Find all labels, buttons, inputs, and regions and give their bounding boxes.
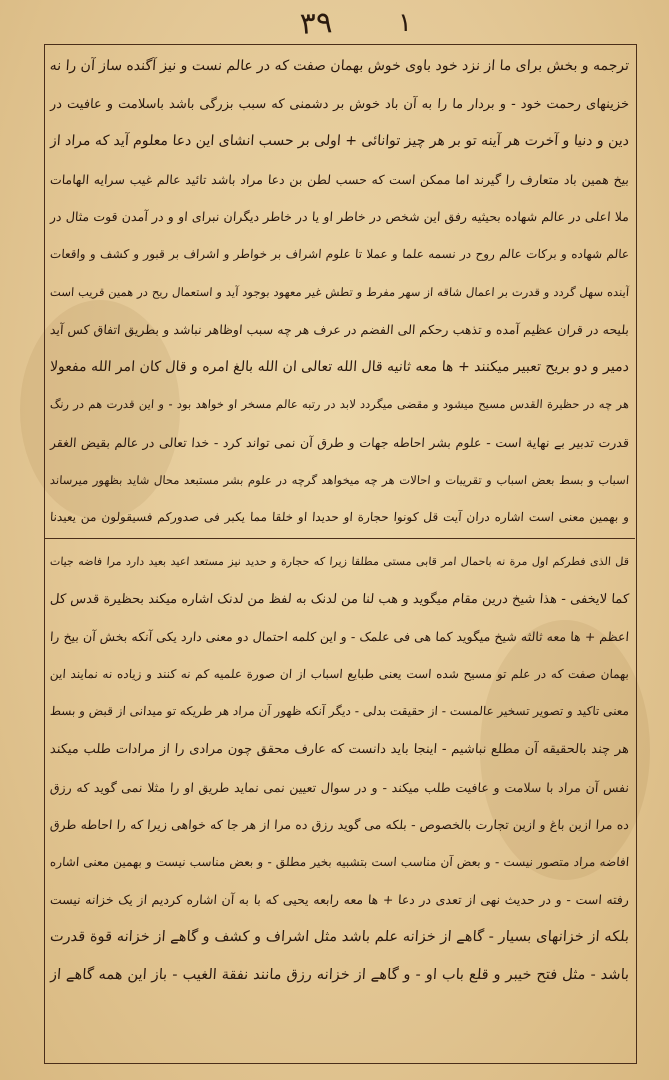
section-divider (44, 538, 635, 539)
page-number: ۳۹ (299, 5, 334, 42)
text-line: بلکه از خزانهای بسیار - گاهے از خزانه علم باشد مثل اشراف و کشف و گاهے از خزانه قوة قدرت (49, 928, 630, 945)
text-line: بهمان صفت که در علم تو مسیح شده است یعنی طبایع اسباب از ان صورة علمیه کم نه کنند و زیاده نه نمایند این (49, 666, 630, 681)
text-line: ملا اعلی در عالم شهاده بحیثیه رفق این شخص در خاطر او یا در خاطر دیگران نبرای او و در آمدن قوت مثال در (49, 209, 630, 225)
text-line: عالم شهاده و برکات عالم روح در نسمه علما و عملا تا علوم اشراف بر خواطر و اشراف بر قبور و کشف و واقعات (49, 246, 630, 261)
text-line: معنی تاکید و تصویر تسخیر عالمست - از حقیقت بدلی - دیگر آنکه ظهور آن مراد هر طریکه تو میدانی از قبض و بسط (49, 704, 630, 719)
text-line: اعظم + ها معه ثالثه شیخ میگوید کما هی فی علمک - و این کلمه احتمال دو معنی دارد یکی آنکه بخش آن بیخ را (49, 629, 630, 645)
text-line: باشد - مثل فتح خیبر و قلع باب او - و گاهے از خزانه رزق مانند نفقة الغیب - باز این همه گاهے از (49, 966, 630, 983)
text-line: و بهمین معنی است اشاره دران آیت قل کونوا حجارة او حدیدا او خلقا مما یکبر فی صدورکم فسیقولون من یعیدنا (49, 510, 630, 525)
text-line: کما لایخفی - هذا شیخ درین مقام میگوید و هب لنا من لدنک به لفظ من لدنک اشاره میکند بحظیرة قدس کل (49, 591, 630, 607)
text-line: بلیحه در قران عظیم آمده و تذهب رحکم الی الفضم در عرف هر چه سبب اوظاهر نباشد و بطریق اتفاق کس آید (49, 322, 630, 338)
text-line: خزینهای رحمت خود - و بردار ما را به آن باد خوش بر دشمنی که سبب بزرگی باشد باسلامت و عافیت در (49, 96, 630, 112)
text-line: قدرت تدبیر بے نهایة است - علوم بشر احاطه جهات و طرق آن نمی تواند کرد - خدا تعالی در عالم بقیض الغقر (49, 434, 630, 450)
top-text-block (50, 48, 629, 537)
text-line: نفس آن مراد با سلامت و عافیت طلب میکند - و در سوال تعیین نمی نماید طریق او را مثلا نمی گوید که رزق (49, 779, 630, 795)
text-line: آینده سهل گردد و قدرت بر اعمال شاقه از سهر مفرط و تطش غیر معهود بوجود آید و استعمال ریح در همین قریب است (49, 284, 630, 299)
text-line: رفته است - و در حدیث نهی از تعدی در دعا + ها معه رابعه یحیی که با به آن اشاره کردیم از یک خزانه نیست (49, 892, 630, 908)
text-line: دین و دنیا و آخرت هر آینه تو بر هر چیز توانائی + اولی بر حسب انشای این دعا معلوم آید که مراد از (49, 133, 630, 150)
text-line: ده مرا ازین باغ و ازین تجارت بالخصوص - بلکه می گوید رزق ده مرا از هر جا که خواهی زیرا که را احاطه طرق (49, 817, 630, 833)
text-line: بیخ همین باد متعارف را گیرند اما ممکن است که حسب لطن بن دعا مراد باشد تائید عالم غیب سرایه الهامات (49, 171, 630, 187)
corner-mark: ۱ (398, 8, 412, 38)
bottom-text-block (50, 543, 629, 994)
text-line: افاضه مراد متصور نیست - و بعض آن مناسب است بتشبیه بخیر مطلق - و بعض مناسب نیست و بهمین معنی اشاره (49, 854, 630, 869)
text-line: اسباب و بسط بعض اسباب و تقریبات و احالات هر چه میخواهد گرچه در علوم بشر مستبعد محال شاید بظهور میرساند (49, 472, 630, 487)
text-line: هر چه در حظیرة القدس مسیح میشود و مقضی میگردد لابد در رتبه عالم مسخر او خواهد بود - و این قدرت هم در رنگ (49, 397, 630, 412)
text-line: هر چند بالحقیقه آن مطلع نباشیم - اینجا باید دانست که عارف محقق چون مرادی را از مرادات طلب میکند (49, 741, 630, 757)
text-line: قل الذی فطرکم اول مرة نه باحمال امر قابی مستی مطلقا زیرا که حجارة و حدید نیز مستعد اعید بعید دارد مرا فاضه جیات (49, 555, 630, 568)
text-line: دمیر و دو بریح تعبیر میکنند + ها معه ثانیه قال الله تعالی ان الله بالغ امره و قال کان امر الله مفعولا (49, 358, 630, 375)
text-line: ترجمه و بخش برای ما از نزد خود باوی خوش بهمان صفت که در عالم نست و نیز آگنده ساز آن را نه (49, 58, 630, 74)
